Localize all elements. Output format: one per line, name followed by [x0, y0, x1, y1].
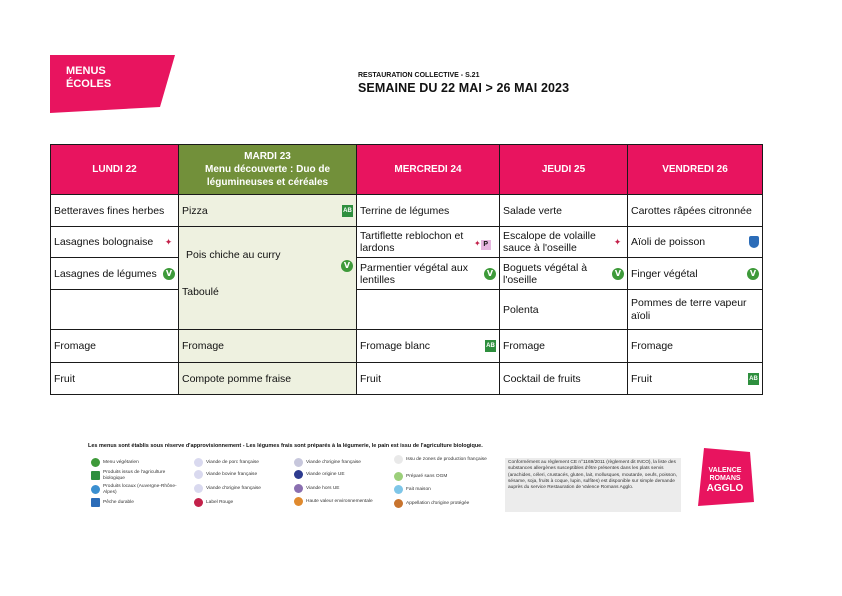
header-subtitle: RESTAURATION COLLECTIVE - S.21: [358, 72, 480, 79]
hve-icon: [294, 497, 303, 506]
menu-cell: [357, 258, 500, 290]
menu-cell: Pommes de terre vapeur aïoli: [628, 290, 763, 330]
viande-fr2-icon: [294, 458, 303, 467]
menu-cell: [357, 330, 500, 363]
menu-cell: [51, 227, 179, 258]
veg-icon: V: [163, 268, 175, 280]
menu-cell: [500, 227, 628, 258]
ab-bio-icon: AB: [748, 373, 759, 385]
veg-icon: V: [747, 268, 759, 280]
pecheur-icon: [749, 236, 759, 248]
menu-cell-empty: [51, 290, 179, 330]
viande-fr-icon: [194, 484, 203, 493]
dish-label: Lasagnes de légumes: [54, 267, 157, 280]
allergen-note: Conformément au règlement CE n°1169/2011 (règlement dit INCO), la liste des substances allergènes susceptibles d'être présentes dans les plats servis (arachides, céleri, crustacés, gluten, lait, mollusques, moutarde, oeufs, poisson, sésame, soja, fruits à coque, lupin, sulfites) est disponible sur simple demande auprès du service Restauration de Valence Romans Agglo.: [505, 458, 681, 512]
veg-icon: [91, 458, 100, 467]
menu-cell: [51, 258, 179, 290]
dish-label: Finger végétal: [631, 267, 698, 280]
menu-cell: [357, 227, 500, 258]
hors-ue-icon: [294, 484, 303, 493]
legend-item: Haute valeur environnementale: [294, 497, 389, 506]
agglo-line2: ROMANS: [709, 475, 741, 482]
day-header-mardi: [179, 145, 357, 195]
aop-p-icon: ✦ P: [474, 237, 496, 248]
menu-cell: Fromage: [628, 330, 763, 363]
day-header-mercredi: MERCREDI 24: [357, 145, 500, 195]
legend-title: Les menus sont établis sous réserve d'approvisionnement - Les légumes frais sont préparés à la légumerie, le pain est issu de l'agriculture biologique.: [88, 443, 483, 449]
dish-label: Fruit: [631, 372, 652, 385]
dish-label: Taboulé: [182, 286, 219, 298]
logo-line1: MENUS: [66, 65, 106, 77]
menus-ecoles-logo: [50, 55, 175, 113]
day-header-mardi-sub: Menu découverte : Duo de légumineuses et céréales: [204, 164, 330, 188]
dish-label: Fromage blanc: [360, 340, 431, 352]
veg-icon: V: [484, 268, 496, 280]
day-header-vendredi: VENDREDI 26: [628, 145, 763, 195]
fait-maison-icon: [394, 485, 403, 494]
day-header-jeudi: JEUDI 25: [500, 145, 628, 195]
legend-item: Viande de porc française: [194, 458, 286, 467]
menu-cell: Terrine de légumes: [357, 195, 500, 227]
legend-item: Produits locaux (Auvergne-Rhône-Alpes): [91, 484, 186, 495]
sans-ogm-icon: [394, 472, 403, 481]
menu-cell: [500, 258, 628, 290]
legend-item: Viande hors UE: [294, 484, 389, 493]
menu-cell: [628, 363, 763, 395]
menu-cell: [628, 258, 763, 290]
dish-label: Escalope de volaille sauce à l'oseille: [503, 230, 596, 254]
legend-item: Fait maison: [394, 485, 494, 494]
day-header-mardi-label: MARDI 23: [244, 151, 291, 162]
dish-label: Lasagnes bolognaise: [54, 236, 154, 248]
porc-icon: [194, 458, 203, 467]
legend-item: Pêche durable: [91, 498, 186, 507]
menu-cell: Fruit: [357, 363, 500, 395]
legend-item: Label Rouge: [194, 498, 286, 507]
agglo-line1: VALENCE: [708, 467, 742, 474]
dish-label: Pizza: [182, 204, 208, 217]
legend-item: Menu végétarien: [91, 458, 186, 467]
menu-cell: Carottes râpées citronnée: [628, 195, 763, 227]
menu-cell: Fromage: [500, 330, 628, 363]
zone-fr-icon: [394, 455, 403, 464]
menu-cell-mardi-main: [179, 227, 357, 330]
dish-label: Aïoli de poisson: [631, 236, 706, 248]
legend-item: Issu de zones de production française: [394, 455, 494, 464]
french-flag-icon: ✦: [164, 236, 173, 247]
dish-label: Boguets végétal à l'oseille: [503, 261, 588, 286]
menu-cell: Fruit: [51, 363, 179, 395]
menu-table: [50, 144, 763, 395]
menu-cell: [628, 227, 763, 258]
menu-cell: Polenta: [500, 290, 628, 330]
dish-label: Pois chiche au curry: [186, 249, 281, 261]
menu-cell: [179, 195, 357, 227]
local-icon: [91, 485, 100, 494]
logo-line2: ÉCOLES: [66, 78, 112, 90]
legend-item: Appellation d'origine protégée: [394, 499, 494, 508]
label-rouge-icon: [194, 498, 203, 507]
ab-bio-icon: [91, 471, 100, 480]
dish-label: Tartiflette reblochon et lardons: [360, 230, 464, 254]
ue-icon: [294, 470, 303, 479]
menu-cell: Betteraves fines herbes: [51, 195, 179, 227]
menu-cell: Cocktail de fruits: [500, 363, 628, 395]
legend-item: Viande d'origine française: [194, 484, 286, 493]
legend-item: Viande d'origine française: [294, 458, 389, 467]
page-title: SEMAINE DU 22 MAI > 26 MAI 2023: [358, 81, 570, 95]
legend-item: Préparé sans OGM: [394, 472, 494, 481]
day-header-lundi: LUNDI 22: [51, 145, 179, 195]
menu-cell: Fromage: [51, 330, 179, 363]
menu-cell: Compote pomme fraise: [179, 363, 357, 395]
legend-item: Produits issus de l'agriculture biologique: [91, 470, 186, 481]
ab-bio-icon: AB: [342, 205, 353, 217]
menu-cell-empty: [357, 290, 500, 330]
legend-item: Viande bovine française: [194, 470, 286, 479]
ab-bio-icon: AB: [485, 340, 496, 352]
french-flag-icon: ✦: [613, 236, 622, 247]
veg-icon: V: [341, 260, 353, 272]
aop-icon: [394, 499, 403, 508]
dish-label: Parmentier végétal aux lentilles: [360, 261, 468, 286]
legend-item: Viande origine UE: [294, 470, 389, 479]
valence-romans-agglo-logo: [694, 446, 756, 508]
menu-cell: Fromage: [179, 330, 357, 363]
peche-icon: [91, 498, 100, 507]
bovine-icon: [194, 470, 203, 479]
veg-icon: V: [612, 268, 624, 280]
menu-cell: Salade verte: [500, 195, 628, 227]
agglo-line3: AGGLO: [706, 483, 744, 494]
